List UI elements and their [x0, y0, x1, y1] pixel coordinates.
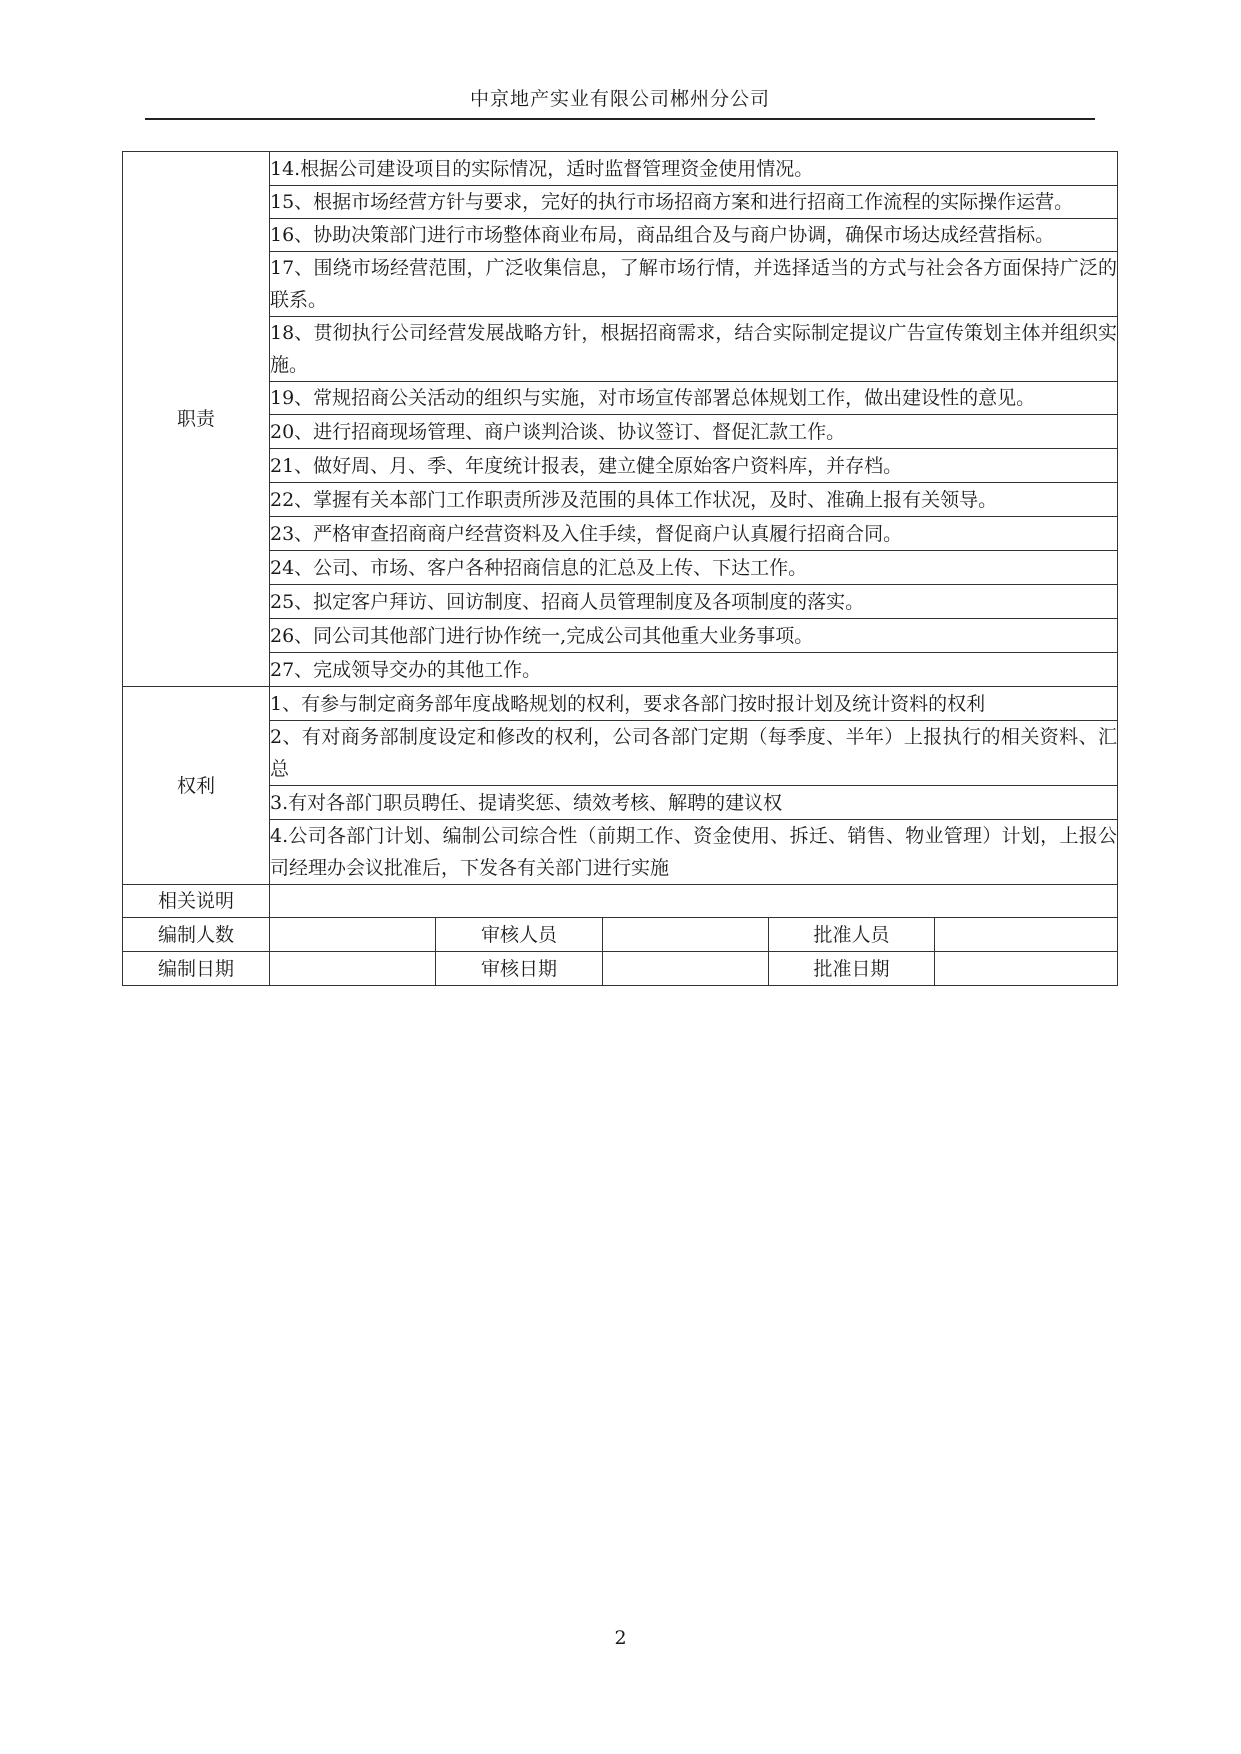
review-date-label: 审核日期	[436, 952, 603, 986]
duty-row	[123, 551, 1118, 585]
duty-item: 24、公司、市场、客户各种招商信息的汇总及上传、下达工作。	[270, 551, 1118, 585]
rights-row	[123, 687, 1118, 721]
duty-item: 16、协助决策部门进行市场整体商业布局，商品组合及与商户协调，确保市场达成经营指标。	[270, 219, 1118, 252]
duty-item: 21、做好周、月、季、年度统计报表，建立健全原始客户资料库，并存档。	[270, 449, 1118, 483]
rights-item: 1、有参与制定商务部年度战略规划的权利，要求各部门按时报计划及统计资料的权利	[270, 687, 1118, 721]
job-description-table	[122, 151, 1118, 986]
duty-row	[123, 317, 1118, 382]
duty-item: 19、常规招商公关活动的组织与实施，对市场宣传部署总体规划工作，做出建设性的意见。	[270, 382, 1118, 415]
notes-row	[123, 885, 1118, 918]
compile-date-label: 编制日期	[123, 952, 270, 986]
rights-row	[123, 786, 1118, 820]
duty-row	[123, 585, 1118, 619]
duty-item: 17、围绕市场经营范围，广泛收集信息，了解市场行情，并选择适当的方式与社会各方面保持广泛的联系。	[270, 252, 1118, 317]
duty-row	[123, 653, 1118, 687]
duty-row	[123, 219, 1118, 252]
duty-item: 14.根据公司建设项目的实际情况，适时监督管理资金使用情况。	[270, 152, 1118, 186]
duty-item: 15、根据市场经营方针与要求，完好的执行市场招商方案和进行招商工作流程的实际操作运营。	[270, 186, 1118, 219]
reviewer-label: 审核人员	[436, 918, 603, 952]
duty-row	[123, 382, 1118, 415]
rights-label: 权利	[123, 687, 270, 885]
duty-row	[123, 252, 1118, 317]
duty-item: 23、严格审查招商商户经营资料及入住手续，督促商户认真履行招商合同。	[270, 517, 1118, 551]
duty-row	[123, 415, 1118, 449]
duty-item: 25、拟定客户拜访、回访制度、招商人员管理制度及各项制度的落实。	[270, 585, 1118, 619]
duty-item: 18、贯彻执行公司经营发展战略方针，根据招商需求，结合实际制定提议广告宣传策划主体并组织实施。	[270, 317, 1118, 382]
duty-row	[123, 152, 1118, 186]
notes-value	[270, 885, 1118, 918]
approver-value	[935, 918, 1118, 952]
rights-item: 4.公司各部门计划、编制公司综合性（前期工作、资金使用、拆迁、销售、物业管理）计划，上报公司经理办会议批准后，下发各有关部门进行实施	[270, 820, 1118, 885]
compile-date-value	[270, 952, 436, 986]
staff-count-value	[270, 918, 436, 952]
approval-date-value	[935, 952, 1118, 986]
duty-item: 27、完成领导交办的其他工作。	[270, 653, 1118, 687]
company-header: 中京地产实业有限公司郴州分公司	[469, 88, 770, 110]
review-date-value	[603, 952, 769, 986]
approval-date-label: 批准日期	[769, 952, 935, 986]
duty-item: 22、掌握有关本部门工作职责所涉及范围的具体工作状况，及时、准确上报有关领导。	[270, 483, 1118, 517]
rights-item: 2、有对商务部制度设定和修改的权利，公司各部门定期（每季度、半年）上报执行的相关资料、汇总	[270, 721, 1118, 786]
signoff-row	[123, 952, 1118, 986]
duty-item: 26、同公司其他部门进行协作统一,完成公司其他重大业务事项。	[270, 619, 1118, 653]
staff-count-label: 编制人数	[123, 918, 270, 952]
header-divider	[145, 118, 1095, 120]
approver-label: 批准人员	[769, 918, 935, 952]
duties-label: 职责	[123, 152, 270, 687]
page-number: 2	[614, 1627, 627, 1649]
duty-row	[123, 517, 1118, 551]
reviewer-value	[603, 918, 769, 952]
rights-row	[123, 721, 1118, 786]
rights-item: 3.有对各部门职员聘任、提请奖惩、绩效考核、解聘的建议权	[270, 786, 1118, 820]
duty-row	[123, 449, 1118, 483]
rights-row	[123, 820, 1118, 885]
signoff-row	[123, 918, 1118, 952]
duty-item: 20、进行招商现场管理、商户谈判洽谈、协议签订、督促汇款工作。	[270, 415, 1118, 449]
duty-row	[123, 186, 1118, 219]
notes-label: 相关说明	[123, 885, 270, 918]
duty-row	[123, 619, 1118, 653]
duty-row	[123, 483, 1118, 517]
